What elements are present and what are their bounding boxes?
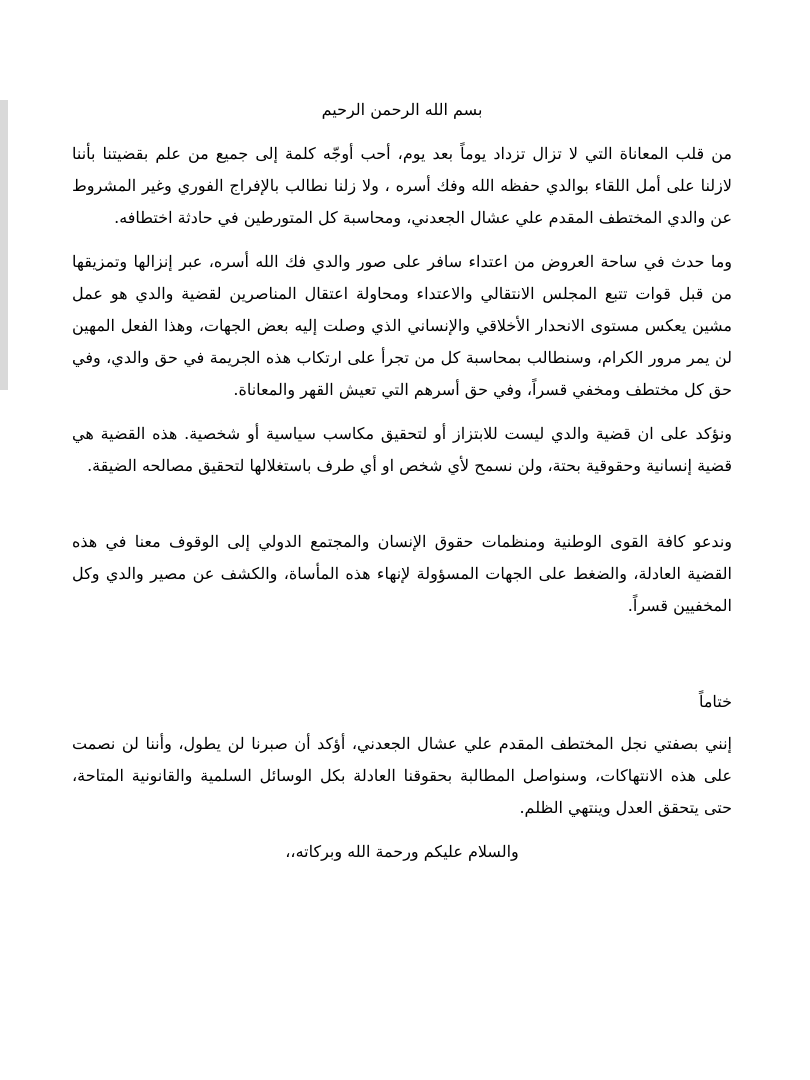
paragraph-3: ونؤكد على ان قضية والدي ليست للابتزاز أو لتحقيق مكاسب سياسية أو شخصية. هذه القضية هي قضية إنسانية وحقوقية بحتة، ولن نسمح لأي شخص او أي طرف باستغلالها لتحقيق مصالحه الضيقة. <box>72 424 732 475</box>
paragraph-2: وما حدث في ساحة العروض من اعتداء سافر على صور والدي فك الله أسره، عبر إنزالها وتمزيقها من قبل قوات تتبع المجلس الانتقالي والاعتداء ومحاولة اعتقال المناصرين لقضية والدي هو عمل مشين يعكس مستوى الانحدار الأخلاقي والإنساني الذي وصلت إليه بعض الجهات، وهذا الفعل المهين لن يمر مرور الكرام، وسنطالب بمحاسبة كل من تجرأ على ارتكاب هذه الجريمة في حق والدي، وفي حق كل مختطف ومخفي قسراً، وفي حق أسرهم التي تعيش القهر والمعاناة. <box>72 252 733 399</box>
basmala-heading: بسم الله الرحمن الرحيم <box>321 100 483 119</box>
letter-body <box>72 94 732 868</box>
closing-paragraph: إنني بصفتي نجل المختطف المقدم علي عشال الجعدني، أؤكد أن صبرنا لن يطول، وأننا لن نصمت على هذه الانتهاكات، وسنواصل المطالبة بحقوقنا العادلة بكل الوسائل السلمية والقانونية المتاحة، حتى يتحقق العدل وينتهي الظلم. <box>72 734 733 817</box>
closing-heading: ختاماً <box>698 692 732 711</box>
paragraph-4: وندعو كافة القوى الوطنية ومنظمات حقوق الإنسان والمجتمع الدولي إلى الوقوف معنا في هذه القضية العادلة، والضغط على الجهات المسؤولة لإنهاء هذه المأساة، والكشف عن مصير والدي وكل المخفيين قسراً. <box>72 532 732 615</box>
scan-edge-strip <box>0 100 8 390</box>
salutation: والسلام عليكم ورحمة الله وبركاته،، <box>285 842 519 861</box>
paragraph-1: من قلب المعاناة التي لا تزال تزداد يوماً بعد يوم، أحب أوجّه كلمة إلى جميع من علم بقضيتنا بأننا لازلنا على أمل اللقاء بوالدي حفظه الله وفك أسره ، ولا زلنا نطالب بالإفراج الفوري وغير المشروط عن والدي المختطف المقدم علي عشال الجعدني، ومحاسبة كل المتورطين في حادثة اختطافه. <box>72 144 732 227</box>
